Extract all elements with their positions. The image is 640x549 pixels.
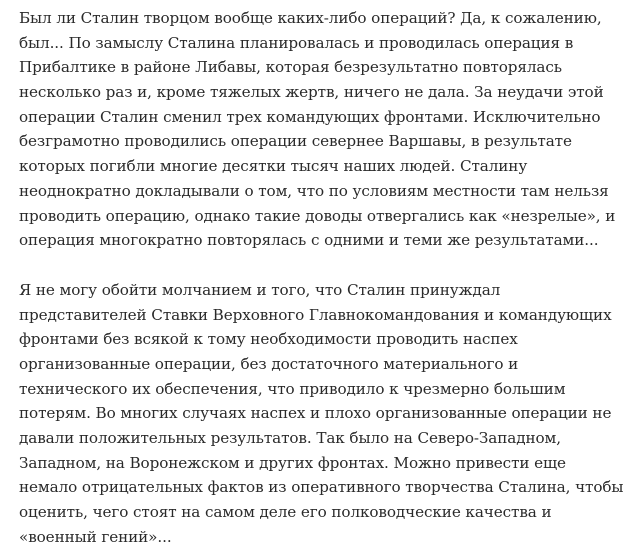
- article-body: [19, 6, 635, 549]
- text-line: немало отрицательных фактов из оперативного творчества Сталина, чтобы: [19, 478, 624, 497]
- text-line: оценить, чего стоят на самом деле его полководческие качества и: [19, 503, 552, 522]
- text-line: Я не могу обойти молчанием и того, что Сталин принуждал: [19, 280, 501, 299]
- text-line: был... По замыслу Сталина планировалась и проводилась операция в: [19, 33, 574, 52]
- text-line: потерям. Во многих случаях наспех и плохо организованные операции не: [19, 404, 612, 423]
- text-line: которых погибли многие десятки тысяч наших людей. Сталину: [19, 157, 528, 176]
- text-line: давали положительных результатов. Так было на Северо-Западном,: [19, 429, 561, 447]
- text-line: Был ли Сталин творцом вообще каких-либо операций? Да, к сожалению,: [19, 9, 602, 27]
- text-line: Западном, на Воронежском и других фронтах. Можно привести еще: [19, 453, 566, 472]
- text-line: неоднократно докладывали о том, что по условиям местности там нельзя: [19, 181, 609, 200]
- paragraph-1: [19, 6, 635, 253]
- text-line: операции Сталин сменил трех командующих фронтами. Исключительно: [19, 107, 601, 126]
- text-line: представителей Ставки Верховного Главнокомандования и командующих: [19, 305, 612, 324]
- text-line: безграмотно проводились операции севернее Варшавы, в результате: [19, 132, 572, 151]
- text-line: организованные операции, без достаточного материального и: [19, 354, 519, 373]
- text-line: проводить операцию, однако такие доводы отвергались как «незрелые», и: [19, 206, 616, 225]
- text-line: технического их обеспечения, что приводило к чрезмерно большим: [19, 379, 566, 398]
- paragraph-2: [19, 278, 635, 549]
- text-line: фронтами без всякой к тому необходимости проводить наспех: [19, 330, 518, 349]
- text-line: Прибалтике в районе Либавы, которая безрезультатно повторялась: [19, 58, 562, 77]
- paragraph-spacer: [19, 253, 635, 278]
- text-line: операция многократно повторялась с одними и теми же результатами...: [19, 231, 599, 250]
- text-line: «военный гений»...: [19, 527, 172, 546]
- text-line: несколько раз и, кроме тяжелых жертв, ничего не дала. За неудачи этой: [19, 83, 604, 102]
